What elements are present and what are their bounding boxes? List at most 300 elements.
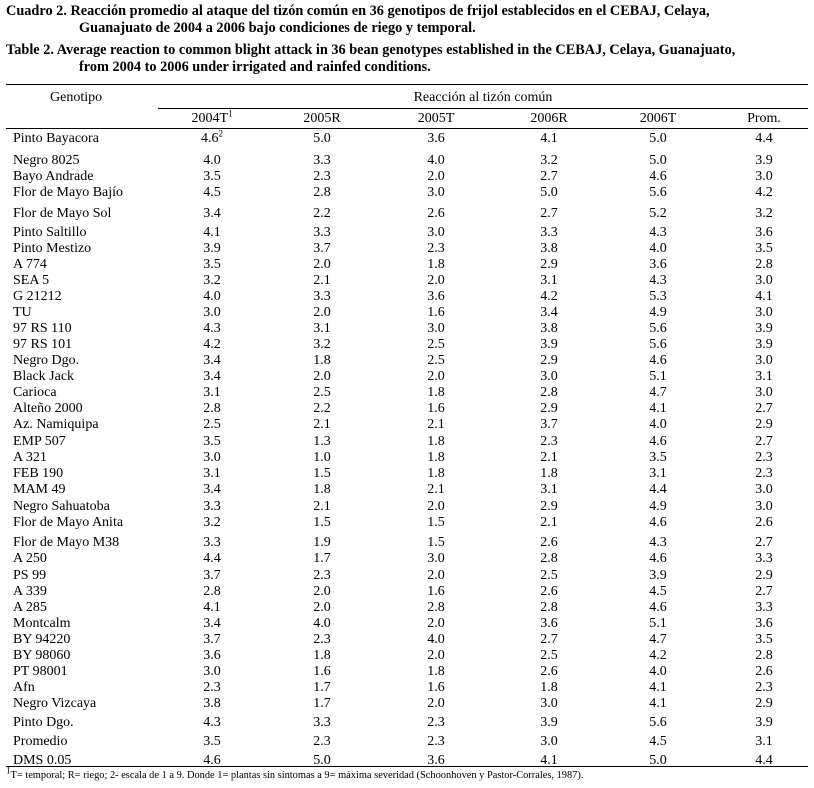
- value-cell: 3.0: [203, 450, 221, 465]
- value-cell: 3.6: [755, 616, 773, 631]
- value-cell: 3.0: [755, 305, 773, 320]
- caption-spanish-line-2: Guanajuato de 2004 a 2006 bajo condiciones de riego y temporal.: [79, 19, 476, 36]
- value-cell: 3.1: [755, 734, 773, 749]
- value-cell: 1.5: [313, 515, 331, 530]
- table-row: [6, 733, 808, 750]
- value-cell: 1.6: [427, 584, 445, 599]
- table-row: [6, 583, 808, 600]
- value-cell: 3.5: [755, 241, 773, 256]
- value-cell: 3.0: [203, 664, 221, 679]
- genotype-name: MAM 49: [13, 482, 66, 497]
- value-cell: 4.3: [649, 225, 667, 240]
- value-cell: 3.4: [203, 369, 221, 384]
- value-cell: 2.1: [313, 273, 331, 288]
- genotype-name: A 774: [13, 257, 47, 272]
- value-cell: 3.9: [755, 715, 773, 730]
- table-row: [6, 514, 808, 531]
- value-cell: 4.5: [649, 584, 667, 599]
- value-cell: 2.6: [540, 584, 558, 599]
- genotype-name: DMS 0.05: [13, 753, 72, 768]
- value-cell: 3.6: [203, 648, 221, 663]
- value-cell: 4.4: [203, 551, 221, 566]
- value-cell: 2.9: [755, 417, 773, 432]
- value-cell: 4.0: [203, 153, 221, 168]
- value-cell: 4.5: [649, 734, 667, 749]
- value-cell: 4.0: [649, 417, 667, 432]
- table-row: [6, 240, 808, 257]
- value-cell: 4.6: [649, 551, 667, 566]
- genotype-name: Pinto Saltillo: [13, 225, 87, 240]
- value-cell: 3.0: [755, 499, 773, 514]
- value-cell: 2.0: [313, 257, 331, 272]
- value-cell: 2.3: [313, 734, 331, 749]
- value-cell: 2.1: [427, 482, 445, 497]
- genotype-name: Promedio: [13, 734, 68, 749]
- genotype-name: PT 98001: [13, 664, 68, 679]
- value-cell: 3.0: [540, 734, 558, 749]
- table-row: [6, 320, 808, 337]
- value-cell: 3.3: [313, 153, 331, 168]
- value-cell: 2.1: [540, 515, 558, 530]
- value-cell: 3.0: [427, 185, 445, 200]
- value-cell: 4.1: [203, 225, 221, 240]
- value-cell: 3.3: [540, 225, 558, 240]
- value-cell: 4.9: [649, 305, 667, 320]
- value-cell: 2.0: [427, 273, 445, 288]
- value-cell: 2.3: [203, 680, 221, 695]
- genotype-name: Alteño 2000: [13, 401, 83, 416]
- value-cell: 2.9: [540, 499, 558, 514]
- genotype-name: 97 RS 110: [13, 321, 72, 336]
- value-cell: 2.3: [755, 680, 773, 695]
- value-cell: 2.0: [427, 369, 445, 384]
- value-cell: 4.0: [427, 153, 445, 168]
- value-cell: 2.8: [755, 257, 773, 272]
- value-cell: 2.2: [313, 401, 331, 416]
- value-cell: 3.0: [755, 353, 773, 368]
- genotype-name: Flor de Mayo Bajío: [13, 185, 124, 200]
- value-cell: 2.1: [313, 499, 331, 514]
- value-cell: 4.1: [540, 753, 558, 768]
- value-cell: 3.0: [755, 273, 773, 288]
- genotype-name: Montcalm: [13, 616, 71, 631]
- value-cell: 1.6: [427, 305, 445, 320]
- table-row: [6, 352, 808, 369]
- value-cell: 4.3: [649, 273, 667, 288]
- value-cell: 3.8: [203, 696, 221, 711]
- value-cell: 3.4: [540, 305, 558, 320]
- value-cell: 3.1: [203, 466, 221, 481]
- value-cell: 1.8: [313, 353, 331, 368]
- value-cell: 4.1: [649, 696, 667, 711]
- column-header-2005t: 2005T: [417, 111, 455, 126]
- value-cell: 4.0: [649, 664, 667, 679]
- value-cell: 5.6: [649, 321, 667, 336]
- value-cell: 4.2: [203, 337, 221, 352]
- table-row: [6, 205, 808, 222]
- value-cell: 2.8: [313, 185, 331, 200]
- genotype-name: Flor de Mayo Anita: [13, 515, 124, 530]
- caption-english: [6, 42, 808, 76]
- value-cell: 4.4: [649, 482, 667, 497]
- table-row: [6, 336, 808, 353]
- value-cell: 1.0: [313, 450, 331, 465]
- caption-english-line-2: from 2004 to 2006 under irrigated and rainfed conditions.: [79, 58, 431, 75]
- value-cell: 2.8: [540, 551, 558, 566]
- table-row: [6, 714, 808, 731]
- value-cell: 3.2: [755, 206, 773, 221]
- value-cell: 2.8: [540, 385, 558, 400]
- value-cell: 2.8: [203, 401, 221, 416]
- reaction-group-header: Reacción al tizón común: [413, 90, 553, 105]
- caption-spanish-line-1: Cuadro 2. Reacción promedio al ataque del tizón común en 36 genotipos de frijol establecidos en el CEBAJ, Celaya,: [6, 3, 710, 19]
- value-cell: 3.5: [203, 434, 221, 449]
- value-cell: 2.0: [313, 305, 331, 320]
- genotype-name: TU: [13, 305, 32, 320]
- value-cell: 3.0: [427, 551, 445, 566]
- value-cell: 2.8: [427, 600, 445, 615]
- value-cell: 3.8: [540, 241, 558, 256]
- genotype-name: A 250: [13, 551, 47, 566]
- value-cell: 3.4: [203, 206, 221, 221]
- genotype-name: Negro Vizcaya: [13, 696, 97, 711]
- value-cell: 3.4: [203, 482, 221, 497]
- table-row: [6, 465, 808, 482]
- table-row: [6, 663, 808, 680]
- value-cell: 3.6: [427, 289, 445, 304]
- genotype-header: Genotipo: [50, 90, 103, 105]
- table-row: [6, 184, 808, 201]
- value-cell: 4.1: [203, 600, 221, 615]
- genotype-name: PS 99: [13, 568, 47, 583]
- value-cell: 2.5: [540, 648, 558, 663]
- value-cell: 5.6: [649, 185, 667, 200]
- value-cell: 3.0: [427, 225, 445, 240]
- value-cell: 1.5: [427, 515, 445, 530]
- value-cell: 2.9: [540, 353, 558, 368]
- value-cell: 2.1: [313, 417, 331, 432]
- column-header-2006t: 2006T: [639, 111, 677, 126]
- table-row: [6, 416, 808, 433]
- value-cell: 3.6: [649, 257, 667, 272]
- value-cell: 2.6: [755, 664, 773, 679]
- value-cell: 4.6: [649, 600, 667, 615]
- genotype-name: Pinto Dgo.: [13, 715, 74, 730]
- value-cell: 2.9: [540, 401, 558, 416]
- value-cell: 1.3: [313, 434, 331, 449]
- value-cell: 3.7: [203, 632, 221, 647]
- value-cell: 3.1: [540, 273, 558, 288]
- value-cell: 5.1: [649, 616, 667, 631]
- value-cell: 1.8: [427, 450, 445, 465]
- value-cell: 2.7: [540, 632, 558, 647]
- value-cell: 4.1: [755, 289, 773, 304]
- value-cell: 2.0: [427, 568, 445, 583]
- value-cell: 4.0: [313, 616, 331, 631]
- value-cell: 2.0: [427, 169, 445, 184]
- value-cell: 5.6: [649, 715, 667, 730]
- value-cell: 2.3: [313, 169, 331, 184]
- value-cell: 1.7: [313, 680, 331, 695]
- table-row: [6, 224, 808, 241]
- group-header-rule: [158, 108, 808, 109]
- value-cell: 3.1: [540, 482, 558, 497]
- value-cell: 3.3: [313, 715, 331, 730]
- value-cell: 4.1: [649, 680, 667, 695]
- table-top-rule: [6, 84, 808, 85]
- table-row: [6, 400, 808, 417]
- genotype-name: A 285: [13, 600, 47, 615]
- value-cell: 3.9: [649, 568, 667, 583]
- value-cell: 2.9: [755, 568, 773, 583]
- value-cell: 2.9: [540, 257, 558, 272]
- value-cell: 3.3: [203, 535, 221, 550]
- value-cell: 2.6: [427, 206, 445, 221]
- value-cell: 4.4: [755, 131, 773, 146]
- value-cell: 3.7: [313, 241, 331, 256]
- value-cell: 2.3: [427, 241, 445, 256]
- value-cell: 3.8: [540, 321, 558, 336]
- table-row: [6, 368, 808, 385]
- value-cell: 4.2: [649, 648, 667, 663]
- value-cell: 1.9: [313, 535, 331, 550]
- table-row: [6, 256, 808, 273]
- value-cell: 1.8: [427, 664, 445, 679]
- value-cell: 2.5: [427, 353, 445, 368]
- value-cell: 2.2: [313, 206, 331, 221]
- table-row: [6, 304, 808, 321]
- footnote-marker: 1: [6, 765, 11, 776]
- value-cell: 2.3: [540, 434, 558, 449]
- value-cell: 3.9: [755, 337, 773, 352]
- table-row: [6, 599, 808, 616]
- value-cell: 4.5: [203, 185, 221, 200]
- genotype-name: Pinto Mestizo: [13, 241, 92, 256]
- value-cell: 2.3: [755, 466, 773, 481]
- value-cell: 2.7: [540, 169, 558, 184]
- value-cell: 2.3: [427, 715, 445, 730]
- value-cell: 3.0: [540, 696, 558, 711]
- value-cell: 4.1: [540, 131, 558, 146]
- value-cell: 3.5: [649, 450, 667, 465]
- value-cell: 1.6: [427, 401, 445, 416]
- value-cell: 3.5: [203, 169, 221, 184]
- value-cell: 2.7: [755, 401, 773, 416]
- value-cell: 3.6: [427, 753, 445, 768]
- column-header-2004t: $2004T^1$: [191, 108, 233, 126]
- genotype-name: A 339: [13, 584, 47, 599]
- value-cell: 3.3: [313, 289, 331, 304]
- value-cell: 3.9: [540, 715, 558, 730]
- value-cell: 3.0: [203, 305, 221, 320]
- footnote-text: T= temporal; R= riego; 2- escala de 1 a 9. Donde 1= plantas sin síntomas a 9= máxima severidad (Schoonhoven y Pastor-Corrales, 1987).: [10, 770, 584, 781]
- value-cell: 3.6: [427, 131, 445, 146]
- value-cell: 1.8: [427, 466, 445, 481]
- value-cell: $4.6^2$: [201, 128, 223, 146]
- value-cell: 2.0: [427, 616, 445, 631]
- value-cell: 2.0: [427, 696, 445, 711]
- value-cell: 2.0: [313, 369, 331, 384]
- table-footnote: [6, 765, 584, 782]
- value-cell: 3.2: [540, 153, 558, 168]
- genotype-name: SEA 5: [13, 273, 50, 288]
- value-cell: 1.5: [427, 535, 445, 550]
- genotype-name: FEB 190: [13, 466, 64, 481]
- value-cell: 3.7: [540, 417, 558, 432]
- value-cell: 3.0: [540, 369, 558, 384]
- value-cell: 4.6: [649, 434, 667, 449]
- value-cell: 3.3: [755, 551, 773, 566]
- value-cell: 5.1: [649, 369, 667, 384]
- value-cell: 3.1: [203, 385, 221, 400]
- column-header-prom: Prom.: [747, 111, 781, 126]
- value-cell: 4.9: [649, 499, 667, 514]
- table-row: [6, 130, 808, 147]
- value-cell: 4.4: [755, 753, 773, 768]
- value-cell: 2.5: [313, 385, 331, 400]
- table-row: [6, 550, 808, 567]
- value-cell: 2.8: [755, 648, 773, 663]
- value-cell: 2.1: [540, 450, 558, 465]
- table-row: [6, 433, 808, 450]
- table-row: [6, 679, 808, 696]
- value-cell: 2.5: [427, 337, 445, 352]
- value-cell: 1.7: [313, 551, 331, 566]
- value-cell: 3.0: [427, 321, 445, 336]
- value-cell: 2.3: [313, 632, 331, 647]
- value-cell: 3.1: [649, 466, 667, 481]
- value-cell: 2.3: [427, 734, 445, 749]
- value-cell: 5.0: [313, 131, 331, 146]
- genotype-name: EMP 507: [13, 434, 66, 449]
- value-cell: 3.4: [203, 353, 221, 368]
- value-cell: 1.6: [313, 664, 331, 679]
- value-cell: 2.7: [755, 535, 773, 550]
- caption-spanish: [6, 3, 808, 37]
- value-cell: 1.8: [427, 434, 445, 449]
- caption-english-line-1: Table 2. Average reaction to common blight attack in 36 bean genotypes established in the CEBAJ, Celaya, Guanajuato,: [6, 42, 736, 58]
- value-cell: 4.2: [540, 289, 558, 304]
- table-row: [6, 272, 808, 289]
- value-cell: 4.3: [203, 715, 221, 730]
- value-cell: 1.8: [540, 466, 558, 481]
- value-cell: 1.8: [540, 680, 558, 695]
- value-cell: 4.6: [649, 169, 667, 184]
- table-row: [6, 631, 808, 648]
- value-cell: 5.0: [649, 131, 667, 146]
- value-cell: 4.7: [649, 385, 667, 400]
- value-cell: 2.8: [540, 600, 558, 615]
- table-row: [6, 288, 808, 305]
- value-cell: 3.6: [755, 225, 773, 240]
- genotype-name: Pinto Bayacora: [13, 131, 99, 146]
- genotype-name: A 321: [13, 450, 47, 465]
- value-cell: 5.0: [649, 153, 667, 168]
- genotype-name: BY 94220: [13, 632, 71, 647]
- value-cell: 2.0: [313, 600, 331, 615]
- value-cell: 1.6: [427, 680, 445, 695]
- genotype-name: Black Jack: [13, 369, 75, 384]
- value-cell: 1.8: [427, 385, 445, 400]
- genotype-name: BY 98060: [13, 648, 71, 663]
- value-cell: 2.6: [540, 535, 558, 550]
- genotype-name: Flor de Mayo M38: [13, 535, 120, 550]
- value-cell: 2.5: [203, 417, 221, 432]
- value-cell: 5.3: [649, 289, 667, 304]
- table-row: [6, 647, 808, 664]
- table-row: [6, 534, 808, 551]
- value-cell: 3.2: [313, 337, 331, 352]
- genotype-name: Negro Dgo.: [13, 353, 80, 368]
- table-row: [6, 168, 808, 185]
- genotype-name: Bayo Andrade: [13, 169, 94, 184]
- table-row: [6, 498, 808, 515]
- value-cell: 1.8: [427, 257, 445, 272]
- genotype-name: G 21212: [13, 289, 62, 304]
- value-cell: 2.0: [427, 648, 445, 663]
- value-cell: 3.7: [203, 568, 221, 583]
- value-cell: 4.0: [203, 289, 221, 304]
- value-cell: 3.3: [203, 499, 221, 514]
- value-cell: 3.6: [540, 616, 558, 631]
- value-cell: 4.7: [649, 632, 667, 647]
- table-bottom-rule: [6, 766, 808, 767]
- value-cell: 3.1: [755, 369, 773, 384]
- value-cell: 4.0: [427, 632, 445, 647]
- value-cell: 2.0: [313, 584, 331, 599]
- column-header-footnote-marker: 1: [228, 108, 233, 119]
- value-cell: 2.3: [313, 568, 331, 583]
- genotype-name: Flor de Mayo Sol: [13, 206, 112, 221]
- value-cell: 4.0: [649, 241, 667, 256]
- value-cell: 3.5: [203, 257, 221, 272]
- genotype-name: Carioca: [13, 385, 57, 400]
- value-footnote-marker: 2: [218, 128, 223, 139]
- table-row: [6, 481, 808, 498]
- value-cell: 4.3: [203, 321, 221, 336]
- value-cell: 5.0: [313, 753, 331, 768]
- value-cell: 5.2: [649, 206, 667, 221]
- value-cell: 5.0: [649, 753, 667, 768]
- table-row: [6, 567, 808, 584]
- table-row: [6, 695, 808, 712]
- value-cell: 1.8: [313, 482, 331, 497]
- value-cell: 1.8: [313, 648, 331, 663]
- value-cell: 2.1: [427, 417, 445, 432]
- value-cell: 2.6: [755, 515, 773, 530]
- value-cell: 2.0: [427, 499, 445, 514]
- value-cell: 2.9: [755, 696, 773, 711]
- column-header-2005r: 2005R: [303, 111, 341, 126]
- value-cell: 1.5: [313, 466, 331, 481]
- value-cell: 5.6: [649, 337, 667, 352]
- header-bottom-rule: [6, 128, 808, 129]
- table-row: [6, 152, 808, 169]
- value-cell: 1.7: [313, 696, 331, 711]
- value-cell: 3.0: [755, 385, 773, 400]
- value-cell: 5.0: [540, 185, 558, 200]
- value-cell: 2.3: [755, 450, 773, 465]
- value-cell: 3.9: [755, 321, 773, 336]
- value-cell: 3.4: [203, 616, 221, 631]
- value-cell: 2.6: [540, 664, 558, 679]
- genotype-name: Az. Namiquipa: [13, 417, 99, 432]
- value-cell: 3.0: [755, 482, 773, 497]
- genotype-name: Negro 8025: [13, 153, 80, 168]
- value-cell: 2.7: [540, 206, 558, 221]
- value-cell: 3.9: [540, 337, 558, 352]
- value-cell: 3.1: [313, 321, 331, 336]
